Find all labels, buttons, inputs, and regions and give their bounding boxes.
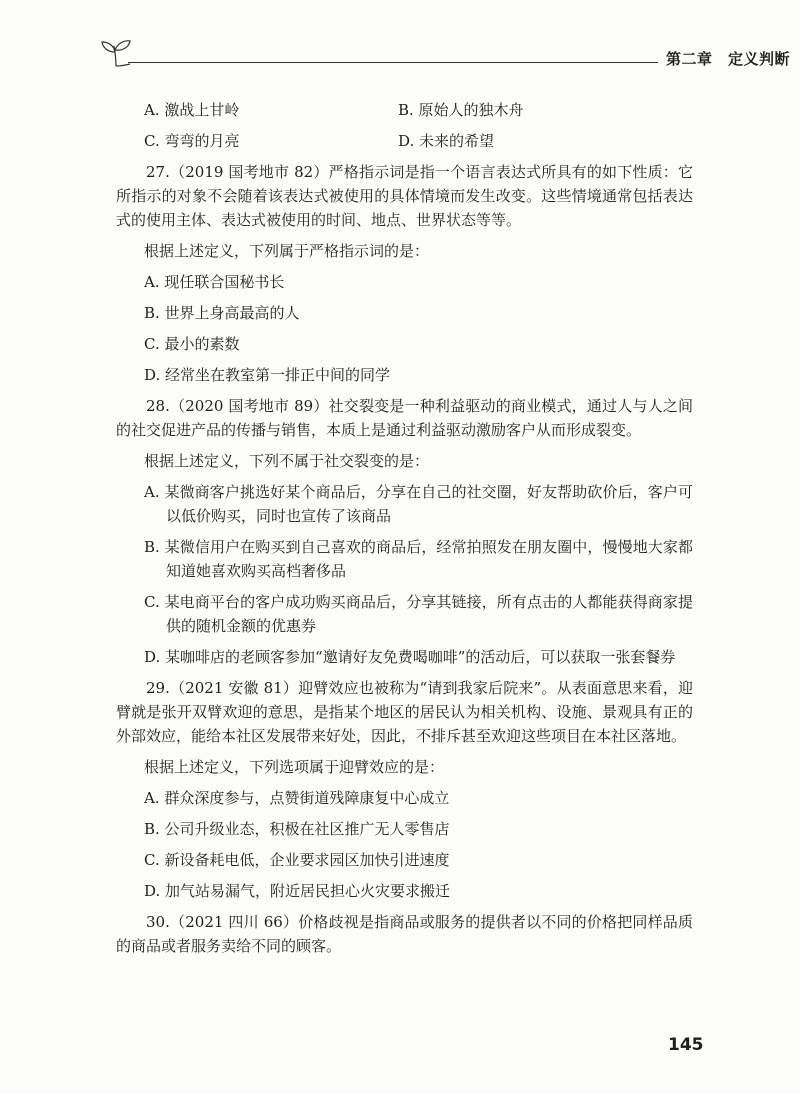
header-rule <box>128 62 658 63</box>
q26-options-row-2 <box>144 129 693 153</box>
q26-options-row-1 <box>144 98 693 122</box>
q27-option-b: B. 世界上身高最高的人 <box>144 304 300 322</box>
page-content <box>116 98 693 965</box>
q28-option-a: A. 某微商客户挑选好某个商品后，分享在自己的社交圈，好友帮助砍价后，客户可以低价购买，同时也宣传了该商品 <box>144 483 693 525</box>
q27-option-c: C. 最小的素数 <box>144 335 240 353</box>
q29-option-a: A. 群众深度参与，点赞街道残障康复中心成立 <box>144 789 450 807</box>
page-number: 145 <box>668 1035 704 1055</box>
q29-lead: 根据上述定义，下列选项属于迎臂效应的是： <box>144 758 445 776</box>
q28-option-b: B. 某微信用户在购买到自己喜欢的商品后，经常拍照发在朋友圈中，慢慢地大家都知道她喜欢购买高档奢侈品 <box>144 538 693 580</box>
q27-lead: 根据上述定义，下列属于严格指示词的是： <box>144 242 430 260</box>
q27-option-d: D. 经常坐在教室第一排正中间的同学 <box>144 366 391 384</box>
q29-stem: 29.（2021 安徽 81）迎臂效应也被称为“请到我家后院来”。从表面意思来看，迎臂就是张开双臂欢迎的意思，是指某个地区的居民认为相关机构、设施、景观具有正的外部效应，能给本社区发展带来好处，因此，不排斥甚至欢迎这些项目在本社区落地。 <box>116 679 693 745</box>
q26-option-c: C. 弯弯的月亮 <box>144 132 240 150</box>
q29-option-c: C. 新设备耗电低，企业要求园区加快引进速度 <box>144 851 450 869</box>
chapter-title: 第二章 定义判断 <box>666 50 791 68</box>
q27-option-a: A. 现任联合国秘书长 <box>144 273 285 291</box>
header-rule-right <box>776 62 780 63</box>
q26-option-b: B. 原始人的独木舟 <box>398 101 524 119</box>
q27-stem: 27.（2019 国考地市 82）严格指示词是指一个语言表达式所具有的如下性质：它所指示的对象不会随着该表达式被使用的具体情境而发生改变。这些情境通常包括表达式的使用主体、表达式被使用的时间、地点、世界状态等等。 <box>116 163 693 229</box>
q29-option-d: D. 加气站易漏气，附近居民担心火灾要求搬迁 <box>144 882 451 900</box>
page-header <box>100 38 791 78</box>
q28-lead: 根据上述定义，下列不属于社交裂变的是： <box>144 452 430 470</box>
q30-stem: 30.（2021 四川 66）价格歧视是指商品或服务的提供者以不同的价格把同样品质的商品或者服务卖给不同的顾客。 <box>116 913 693 955</box>
q28-option-d: D. 某咖啡店的老顾客参加“邀请好友免费喝咖啡”的活动后，可以获取一张套餐券 <box>144 648 676 666</box>
q26-option-d: D. 未来的希望 <box>398 132 495 150</box>
q28-option-c: C. 某电商平台的客户成功购买商品后，分享其链接，所有点击的人都能获得商家提供的随机金额的优惠券 <box>144 593 693 635</box>
q28-stem: 28.（2020 国考地市 89）社交裂变是一种利益驱动的商业模式，通过人与人之间的社交促进产品的传播与销售，本质上是通过利益驱动激励客户从而形成裂变。 <box>116 397 693 439</box>
q29-option-b: B. 公司升级业态，积极在社区推广无人零售店 <box>144 820 450 838</box>
q26-option-a: A. 激战上甘岭 <box>144 101 240 119</box>
sprout-icon <box>100 38 134 70</box>
